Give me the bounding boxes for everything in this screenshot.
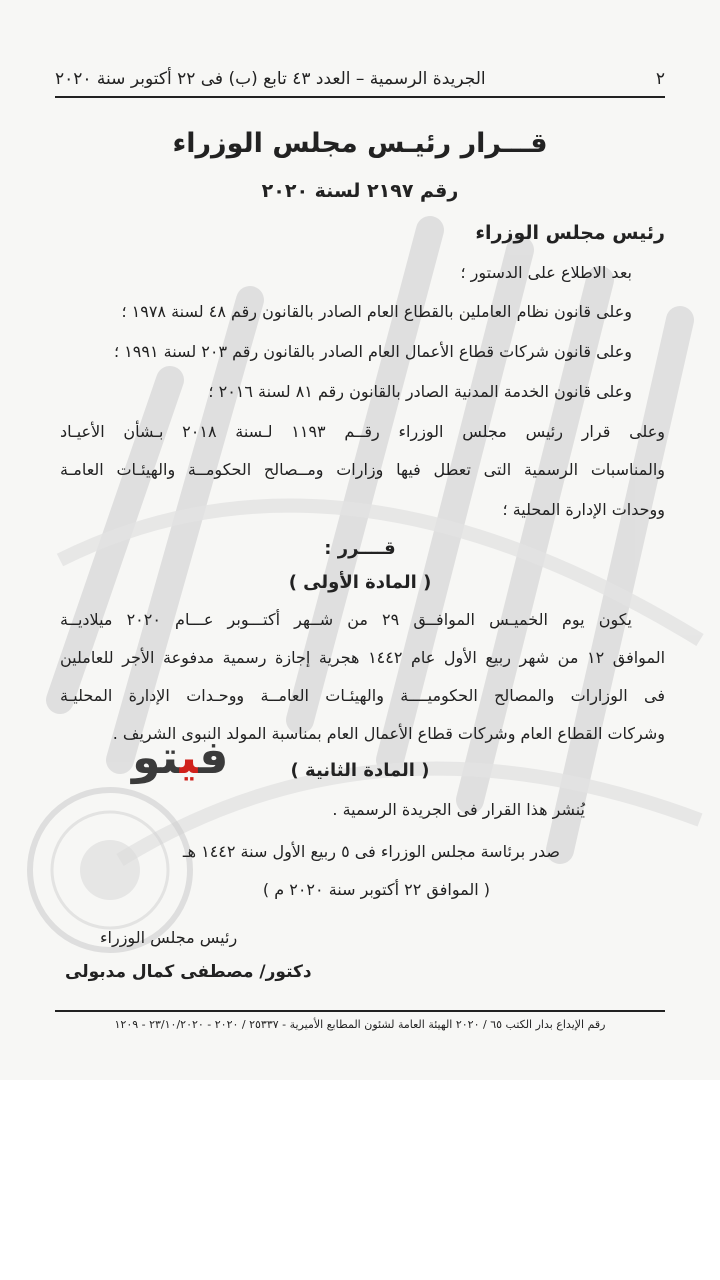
brand-letter: ت [160, 730, 180, 784]
preamble-line: وعلى قانون الخدمة المدنية الصادر بالقانون رقم ٨١ لسنة ٢٠١٦ ؛ [208, 382, 632, 401]
preamble-line: والمناسبات الرسمية التى تعطل فيها وزارات ومــصالح الحكومــة والهيئـات العامـة [60, 460, 665, 479]
brand-letter: ف [198, 730, 229, 784]
gazette-issue-line: الجريدة الرسمية – العدد ٤٣ تابع (ب) فى ٢٢ أكتوبر سنة ٢٠٢٠ [55, 69, 486, 89]
issued-line: صدر برئاسة مجلس الوزراء فى ٥ ربيع الأول سنة ١٤٤٢ هـ [182, 842, 560, 861]
footer-rule [55, 1010, 665, 1012]
preamble-line: وعلى قرار رئيس مجلس الوزراء رقــم ١١٩٣ لـسنة ٢٠١٨ بـشأن الأعيـاد [60, 422, 666, 441]
brand-letter: و [132, 730, 161, 784]
article-2-heading: ( المادة الثانية ) [290, 760, 430, 781]
preamble-line: ووحدات الإدارة المحلية ؛ [502, 500, 665, 519]
blank-bottom-area [0, 1080, 720, 1280]
article-1-line: وشركات القطاع العام وشركات قطاع الأعمال العام بمناسبة المولد النبوى الشريف . [112, 724, 665, 743]
decided-label: قــــرر : [324, 538, 396, 559]
signature-name: دكتور/ مصطفى كمال مدبولى [65, 962, 312, 982]
preamble-line: وعلى قانون نظام العاملين بالقطاع العام الصادر بالقانون رقم ٤٨ لسنة ١٩٧٨ ؛ [121, 302, 632, 321]
brand-letter: ي [179, 730, 199, 784]
decree-title: قـــرار رئيـس مجلس الوزراء [172, 128, 548, 159]
issuer-heading: رئيس مجلس الوزراء [475, 222, 665, 244]
vito-brand-watermark [132, 730, 229, 784]
article-1-heading: ( المادة الأولى ) [288, 572, 432, 593]
article-1-line: يكون يوم الخميـس الموافــق ٢٩ من شــهر أكتـــوبر عـــام ٢٠٢٠ ميلاديــة [60, 610, 632, 629]
footer-deposit-line: رقم الإيداع بدار الكتب ٦٥ / ٢٠٢٠ الهيئة العامة لشئون المطابع الأميرية - ٢٥٣٣٧ / ٢٠٢٠ - ٢٣/١٠/٢٠٢٠ - ١٢٠٩ [114, 1018, 606, 1031]
preamble-line: وعلى قانون شركات قطاع الأعمال العام الصادر بالقانون رقم ٢٠٣ لسنة ١٩٩١ ؛ [114, 342, 632, 361]
article-1-line: الموافق ١٢ من شهر ربيع الأول عام ١٤٤٢ هجرية إجازة رسمية مدفوعة الأجر للعاملين [60, 648, 666, 667]
issued-date-line: ( الموافق ٢٢ أكتوبر سنة ٢٠٢٠ م ) [262, 880, 490, 899]
gazette-header [55, 62, 665, 98]
signature-title: رئيس مجلس الوزراء [100, 928, 238, 947]
decree-number: رقم ٢١٩٧ لسنة ٢٠٢٠ [261, 180, 459, 202]
article-2-text: يُنشر هذا القرار فى الجريدة الرسمية . [332, 800, 585, 819]
article-1-line: فى الوزارات والمصالح الحكوميــــة والهيئـات العامــة ووحـدات الإدارة المحليـة [60, 686, 665, 705]
preamble-line: بعد الاطلاع على الدستور ؛ [460, 263, 632, 282]
brand-text [132, 730, 229, 784]
page-number: ٢ [655, 69, 665, 89]
